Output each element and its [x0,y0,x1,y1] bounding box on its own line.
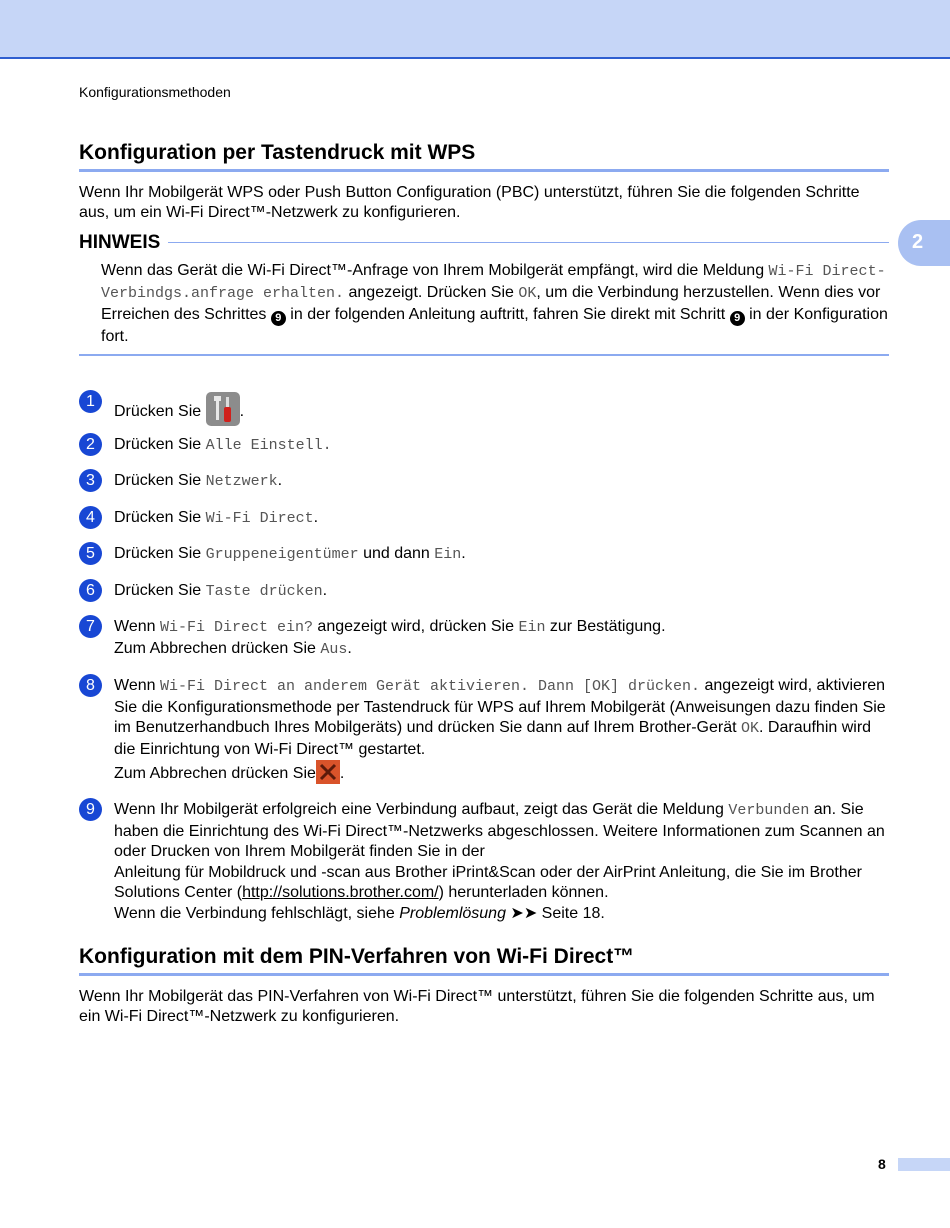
step-text-part: Anleitung für Mobildruck und -scan aus Brother iPrint&Scan oder der AirPrint Anleitung, die Sie im Brother Solutions Center ( [114,863,862,901]
step-text [114,392,890,426]
step-text-part: ) herunterladen können. [438,884,609,901]
page-number: 8 [878,1156,886,1172]
step-number: 7 [79,615,102,638]
step-text-part: zur Bestätigung. [545,618,666,635]
note-ok-key: OK [518,285,537,302]
step-text-part: angezeigt wird, drücken Sie [312,618,519,635]
note-text: angezeigt. Drücken Sie [344,284,519,301]
step-text-part: Wenn Ihr Mobilgerät erfolgreich eine Verbindung aufbaut, zeigt das Gerät die Meldung [114,801,729,818]
lcd-button-label: Alle Einstell. [205,437,332,454]
lcd-button-label: Wi-Fi Direct [205,510,314,527]
step-text-part: . [322,582,328,599]
section-intro-wps: Wenn Ihr Mobilgerät WPS oder Push Button Configuration (PBC) unterstützt, führen Sie die folgenden Schritte aus, um ein Wi-Fi Direct™-Netzwerk zu konfigurieren. [79,184,860,221]
note-text: Wenn das Gerät die Wi-Fi Direct™-Anfrage von Ihrem Mobilgerät empfängt, wird die Meldung [101,262,769,279]
step-text-part: . [347,639,352,657]
step-text [114,435,890,457]
section-intro-pin: Wenn Ihr Mobilgerät das PIN-Verfahren von Wi-Fi Direct™ unterstützt, führen Sie die folgenden Schritte aus, um ein Wi-Fi Direct™-Netzwerk zu konfigurieren. [79,988,875,1025]
step-text-part: Zum Abbrechen drücken Sie [114,639,321,657]
step-text [114,544,890,566]
step-text-part: . [339,765,345,782]
top-banner [0,0,950,59]
step-text-part: Zum Abbrechen drücken Sie [114,765,316,782]
step-text [114,581,890,603]
note-lcd-message: Wi-Fi Direct-Verbindgs.anfrage erhalten. [101,263,886,302]
step-number: 3 [79,469,102,492]
step-text-part: Wenn [114,618,160,635]
lcd-button-label: Taste drücken [205,583,323,600]
step-text [114,676,890,785]
lcd-button-label: OK [741,720,760,737]
step-text-part: . Daraufhin wird die Einrichtung von Wi-Fi Direct™ gestartet. [114,719,872,758]
lcd-button-label: Ein [518,619,546,636]
lcd-button-label: Ein [434,546,462,563]
settings-tools-icon [206,392,240,426]
running-header: Konfigurationsmethoden [79,84,231,100]
step-number: 1 [79,390,102,413]
step-ref-badge: 9 [271,311,286,326]
step-text-part: an. Sie haben die Einrichtung des Wi-Fi Direct™-Netzwerks abgeschlossen. Weitere Informationen zum Scannen an oder Drucken von Ihrem Mobilgerät finden Sie in der [114,801,885,860]
step-text-part: Wenn die Verbindung fehlschlägt, siehe [114,904,400,922]
step-number: 5 [79,542,102,565]
step-text-part: Drücken Sie [114,509,206,526]
section-title-wps: Konfiguration per Tastendruck mit WPS [79,141,889,172]
step-number: 4 [79,506,102,529]
step-text-part: . [239,403,245,420]
step-text-part: und dann [358,545,435,562]
note-text: in der Konfiguration fort. [101,306,888,345]
step-text [114,508,890,530]
step-text-part: Wenn [114,677,160,694]
lcd-message: Wi-Fi Direct an anderem Gerät aktivieren. Dann [OK] drücken. [159,678,701,695]
page-footer-bar [898,1158,950,1171]
lcd-message: Verbunden [728,802,810,819]
lcd-button-label: Aus [320,640,348,658]
step-text [114,617,890,660]
step-number: 6 [79,579,102,602]
step-text-part: Drücken Sie [114,582,206,599]
solutions-center-link[interactable]: http://solutions.brother.com/ [242,884,439,901]
section-title-pin: Konfiguration mit dem PIN-Verfahren von Wi-Fi Direct™ [79,945,889,976]
step-number: 8 [79,674,102,697]
page-ref: ➤➤ Seite 18. [505,904,605,922]
step-text [114,800,890,924]
note-bottom-rule [79,354,889,356]
note-text: in der folgenden Anleitung auftritt, fahren Sie direkt mit Schritt [285,306,730,323]
step-text-part: . [313,509,319,526]
step-text [114,471,890,493]
troubleshooting-ref[interactable]: Problemlösung [399,904,506,922]
note-header-rule [79,242,889,243]
chapter-tab [898,220,950,266]
step-text-part: Drücken Sie [114,545,206,562]
step-text-part: . [277,472,283,489]
lcd-button-label: Netzwerk [205,473,278,490]
step-number: 9 [79,798,102,821]
note-header [79,232,889,256]
note-body [101,260,891,347]
chapter-number: 2 [912,231,924,253]
step-ref-badge: 9 [730,311,745,326]
step-number: 2 [79,433,102,456]
lcd-message: Wi-Fi Direct ein? [159,619,313,636]
step-text-part: . [461,545,466,562]
step-text-part: angezeigt wird, aktivieren Sie die Konfigurationsmethode per Tastendruck für WPS auf Ihrem Mobilgerät (Anweisungen dazu finden Sie im Benutzerhandbuch Ihres Mobilgeräts) und drücken Sie dann auf Ihrem Brother-Gerät [114,677,886,736]
step-text-part: Drücken Sie [114,472,206,489]
note-text: , um die Verbindung herzustellen. Wenn dies vor Erreichen des Schrittes [101,284,881,323]
step-text-part: Drücken Sie [114,403,206,420]
cancel-x-icon [316,760,340,784]
lcd-button-label: Gruppeneigentümer [205,546,359,563]
step-text-part: Drücken Sie [114,436,206,453]
note-label: HINWEIS [79,232,168,253]
